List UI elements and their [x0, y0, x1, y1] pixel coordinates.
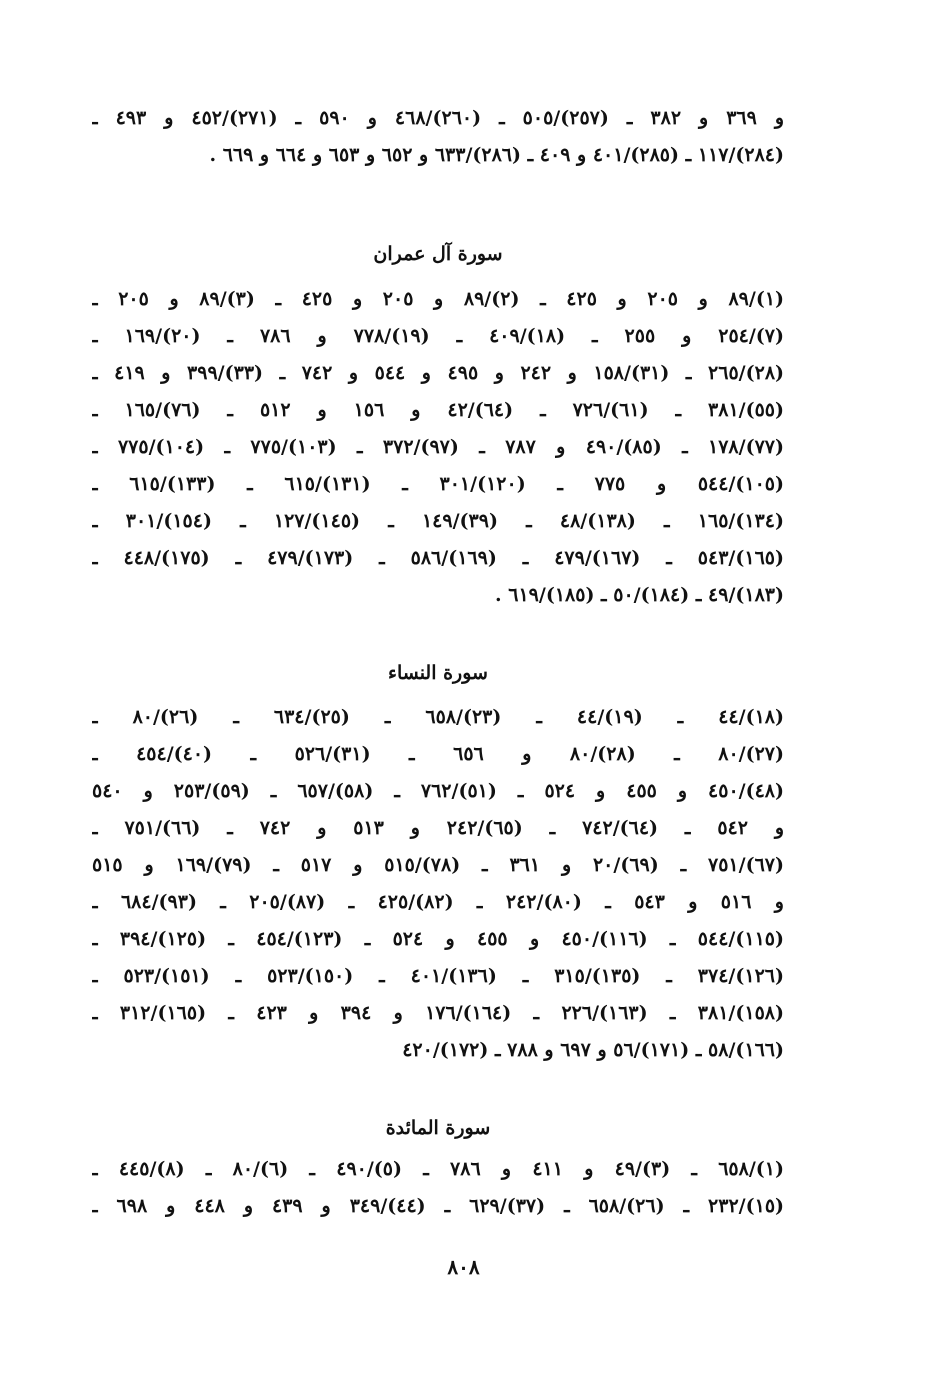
- index-line: (١٣٤)/١٦٥ ـ (١٣٨)/٤٨ ـ (٣٩)/١٤٩ ـ (١٤٥)/١٢٧ ـ (١٥٤)/٣٠١ ـ: [92, 510, 784, 532]
- index-line: (١)/٦٥٨ ـ (٣)/٤٩ و ٤١١ و ٧٨٦ ـ (٥)/٤٩٠ ـ (٦)/٨٠ ـ (٨)/٤٤٥ ـ: [92, 1158, 784, 1180]
- al-maida-entries: [92, 1151, 784, 1225]
- index-line: (٥٥)/٣٨١ ـ (٦١)/٧٢٦ ـ (٦٤)/٤٢ و ١٥٦ و ٥١٢ ـ (٧٦)/١٦٥ ـ: [92, 399, 784, 421]
- index-line: (١٥٨)/٣٨١ ـ (١٦٣)/٢٢٦ ـ (١٦٤)/١٧٦ و ٣٩٤ و ٤٢٣ ـ (١٦٥)/٣١٢ ـ: [92, 1002, 784, 1024]
- index-line: (٤٨)/٤٥٠ و ٤٥٥ و ٥٢٤ ـ (٥١)/٧٦٢ ـ (٥٨)/٦٥٧ ـ (٥٩)/٢٥٣ و ٥٤٠: [92, 780, 784, 802]
- index-line: (١٨)/٤٤ ـ (١٩)/٤٤ ـ (٢٣)/٦٥٨ ـ (٢٥)/٦٣٤ ـ (٢٦)/٨٠ ـ: [92, 706, 784, 728]
- surah-heading-al-imran: سورة آل عمران: [373, 243, 503, 265]
- index-line: و ٥١٦ و ٥٤٣ ـ (٨٠)/٢٤٢ ـ (٨٢)/٤٢٥ ـ (٨٧)/٢٠٥ ـ (٩٣)/٦٨٤ ـ: [92, 891, 784, 913]
- al-imran-entries: [92, 281, 784, 614]
- continued-entries: [92, 100, 784, 174]
- index-line: (١٦٥)/٥٤٣ ـ (١٦٧)/٤٧٩ ـ (١٦٩)/٥٨٦ ـ (١٧٣)/٤٧٩ ـ (١٧٥)/٤٤٨ ـ: [92, 547, 784, 569]
- index-line: (٧٧)/١٧٨ ـ (٨٥)/٤٩٠ و ٧٨٧ ـ (٩٧)/٣٧٢ ـ (١٠٣)/٧٧٥ ـ (١٠٤)/٧٧٥ ـ: [92, 436, 784, 458]
- index-line: (١٦٦)/٥٨ ـ (١٧١)/٥٦ و ٦٩٧ و ٧٨٨ ـ (١٧٢)/٤٢٠: [402, 1039, 784, 1061]
- index-line: (٢٨)/٢٦٥ ـ (٣١)/١٥٨ و ٢٤٢ و ٤٩٥ و ٥٤٤ و ٧٤٢ ـ (٣٣)/٣٩٩ و ٤١٩ ـ: [92, 362, 784, 384]
- index-line: و ٣٦٩ و ٣٨٢ ـ (٢٥٧)/٥٠٥ ـ (٢٦٠)/٤٦٨ و ٥٩٠ ـ (٢٧١)/٤٥٢ و ٤٩٣ ـ: [92, 107, 784, 129]
- index-line: (١)/٨٩ و ٢٠٥ و ٤٢٥ ـ (٢)/٨٩ و ٢٠٥ و ٤٢٥ ـ (٣)/٨٩ و ٢٠٥ ـ: [92, 288, 784, 310]
- index-line: (١٥)/٢٣٢ ـ (٢٦)/٦٥٨ ـ (٣٧)/٦٢٩ ـ (٤٤)/٣٤٩ و ٤٣٩ و ٤٤٨ و ٦٩٨ ـ: [92, 1195, 784, 1217]
- index-line: (١٠٥)/٥٤٤ و ٧٧٥ ـ (١٢٠)/٣٠١ ـ (١٣١)/٦١٥ ـ (١٣٣)/٦١٥ ـ: [92, 473, 784, 495]
- index-line: (١١٥)/٥٤٤ ـ (١١٦)/٤٥٠ و ٤٥٥ و ٥٢٤ ـ (١٢٣)/٤٥٤ ـ (١٢٥)/٣٩٤ ـ: [92, 928, 784, 950]
- index-line: (٦٧)/٧٥١ ـ (٦٩)/٢٠ و ٣٦١ ـ (٧٨)/٥١٥ و ٥١٧ ـ (٧٩)/١٦٩ و ٥١٥: [92, 854, 784, 876]
- index-line: (٧)/٢٥٤ و ٢٥٥ ـ (١٨)/٤٠٩ ـ (١٩)/٧٧٨ و ٧٨٦ ـ (٢٠)/١٦٩ ـ: [92, 325, 784, 347]
- index-line: و ٥٤٢ ـ (٦٤)/٧٤٢ ـ (٦٥)/٢٤٢ و ٥١٣ و ٧٤٢ ـ (٦٦)/٧٥١ ـ: [92, 817, 784, 839]
- an-nisa-entries: [92, 699, 784, 1069]
- page-number: ٨٠٨: [447, 1255, 480, 1279]
- index-line: (٢٨٤)/١١٧ ـ (٢٨٥)/٤٠١ و ٤٠٩ ـ (٢٨٦)/٦٣٣ و ٦٥٢ و ٦٥٣ و ٦٦٤ و ٦٦٩ .: [209, 144, 784, 166]
- index-line: (١٢٦)/٣٧٤ ـ (١٣٥)/٣١٥ ـ (١٣٦)/٤٠١ ـ (١٥٠)/٥٢٣ ـ (١٥١)/٥٢٣ ـ: [92, 965, 784, 987]
- index-line: (١٨٣)/٤٩ ـ (١٨٤)/٥٠ ـ (١٨٥)/٦١٩ .: [495, 584, 784, 606]
- index-line: (٢٧)/٨٠ ـ (٢٨)/٨٠ و ٦٥٦ ـ (٣١)/٥٢٦ ـ (٤٠)/٤٥٤ ـ: [92, 743, 784, 765]
- surah-heading-al-maida: سورة المائدة: [385, 1117, 491, 1139]
- surah-heading-an-nisa: سورة النساء: [388, 662, 488, 684]
